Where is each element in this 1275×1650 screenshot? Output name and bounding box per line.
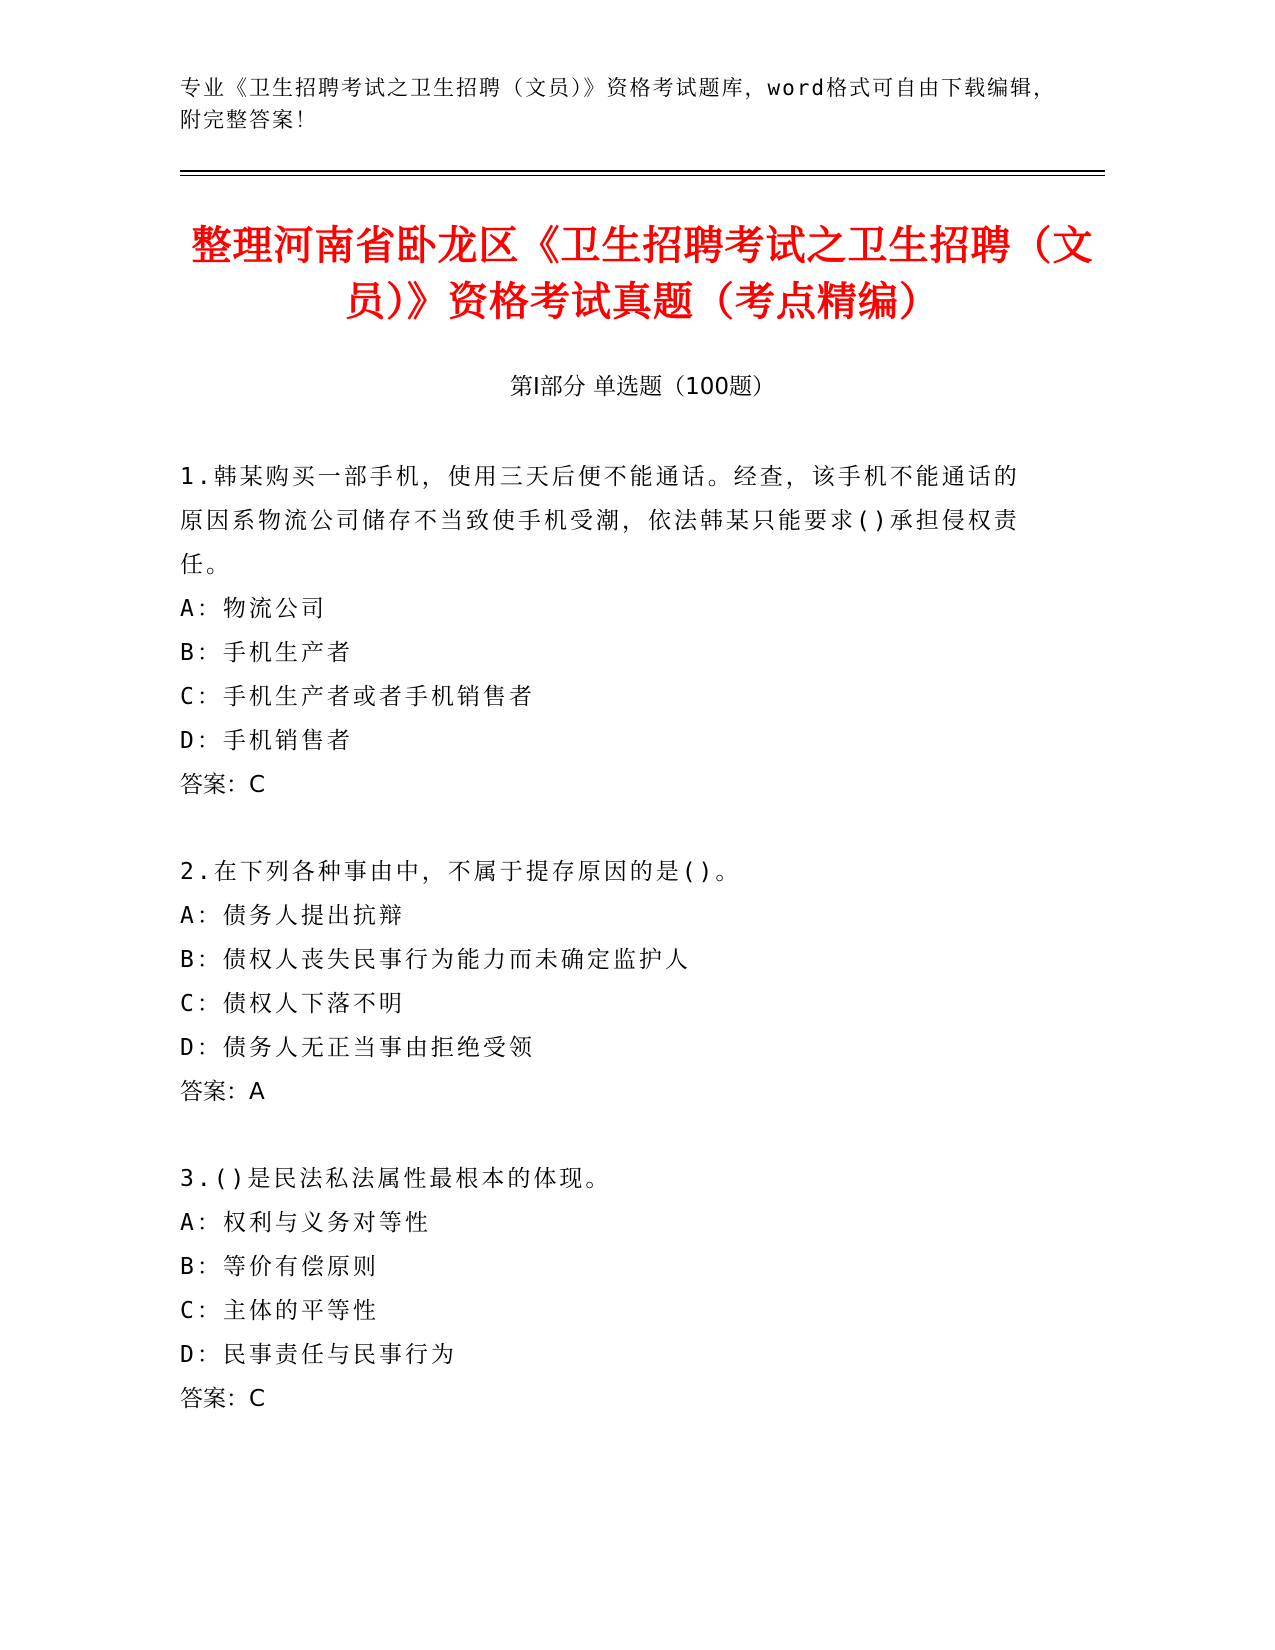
question-stem: 3.()是民法私法属性最根本的体现。: [180, 1166, 612, 1192]
question-1: [180, 455, 1040, 807]
answer: 答案：C: [180, 1386, 266, 1412]
option-d: D：民事责任与民事行为: [180, 1342, 457, 1368]
answer: 答案：C: [180, 772, 266, 798]
question-stem: 2.在下列各种事由中，不属于提存原因的是()。: [180, 859, 742, 885]
option-b: B：手机生产者: [180, 640, 353, 666]
question-3: [180, 1157, 1040, 1421]
header-divider-thick: [180, 170, 1105, 172]
option-c: C：债权人下落不明: [180, 991, 405, 1017]
option-a: A：物流公司: [180, 596, 327, 622]
option-d: D：手机销售者: [180, 728, 353, 754]
header-note: 专业《卫生招聘考试之卫生招聘（文员）》资格考试题库，word格式可自由下载编辑，附完整答案！: [180, 76, 1057, 132]
option-d: D：债务人无正当事由拒绝受领: [180, 1035, 535, 1061]
header-divider-thin: [180, 175, 1105, 176]
answer: 答案：A: [180, 1079, 265, 1105]
document-title: 整理河南省卧龙区《卫生招聘考试之卫生招聘（文员）》资格考试真题（考点精编）: [191, 223, 1094, 325]
question-stem: 1.韩某购买一部手机，使用三天后便不能通话。经查，该手机不能通话的原因系物流公司储存不当致使手机受潮，依法韩某只能要求()承担侵权责任。: [180, 464, 1020, 578]
option-a: A：权利与义务对等性: [180, 1210, 431, 1236]
option-b: B：等价有偿原则: [180, 1254, 379, 1280]
option-a: A：债务人提出抗辩: [180, 903, 405, 929]
question-2: [180, 850, 1040, 1114]
option-c: C：手机生产者或者手机销售者: [180, 684, 535, 710]
question-list: [180, 455, 1040, 1464]
option-b: B：债权人丧失民事行为能力而未确定监护人: [180, 947, 691, 973]
option-c: C：主体的平等性: [180, 1298, 379, 1324]
section-heading: 第Ⅰ部分 单选题（100题）: [510, 374, 775, 400]
